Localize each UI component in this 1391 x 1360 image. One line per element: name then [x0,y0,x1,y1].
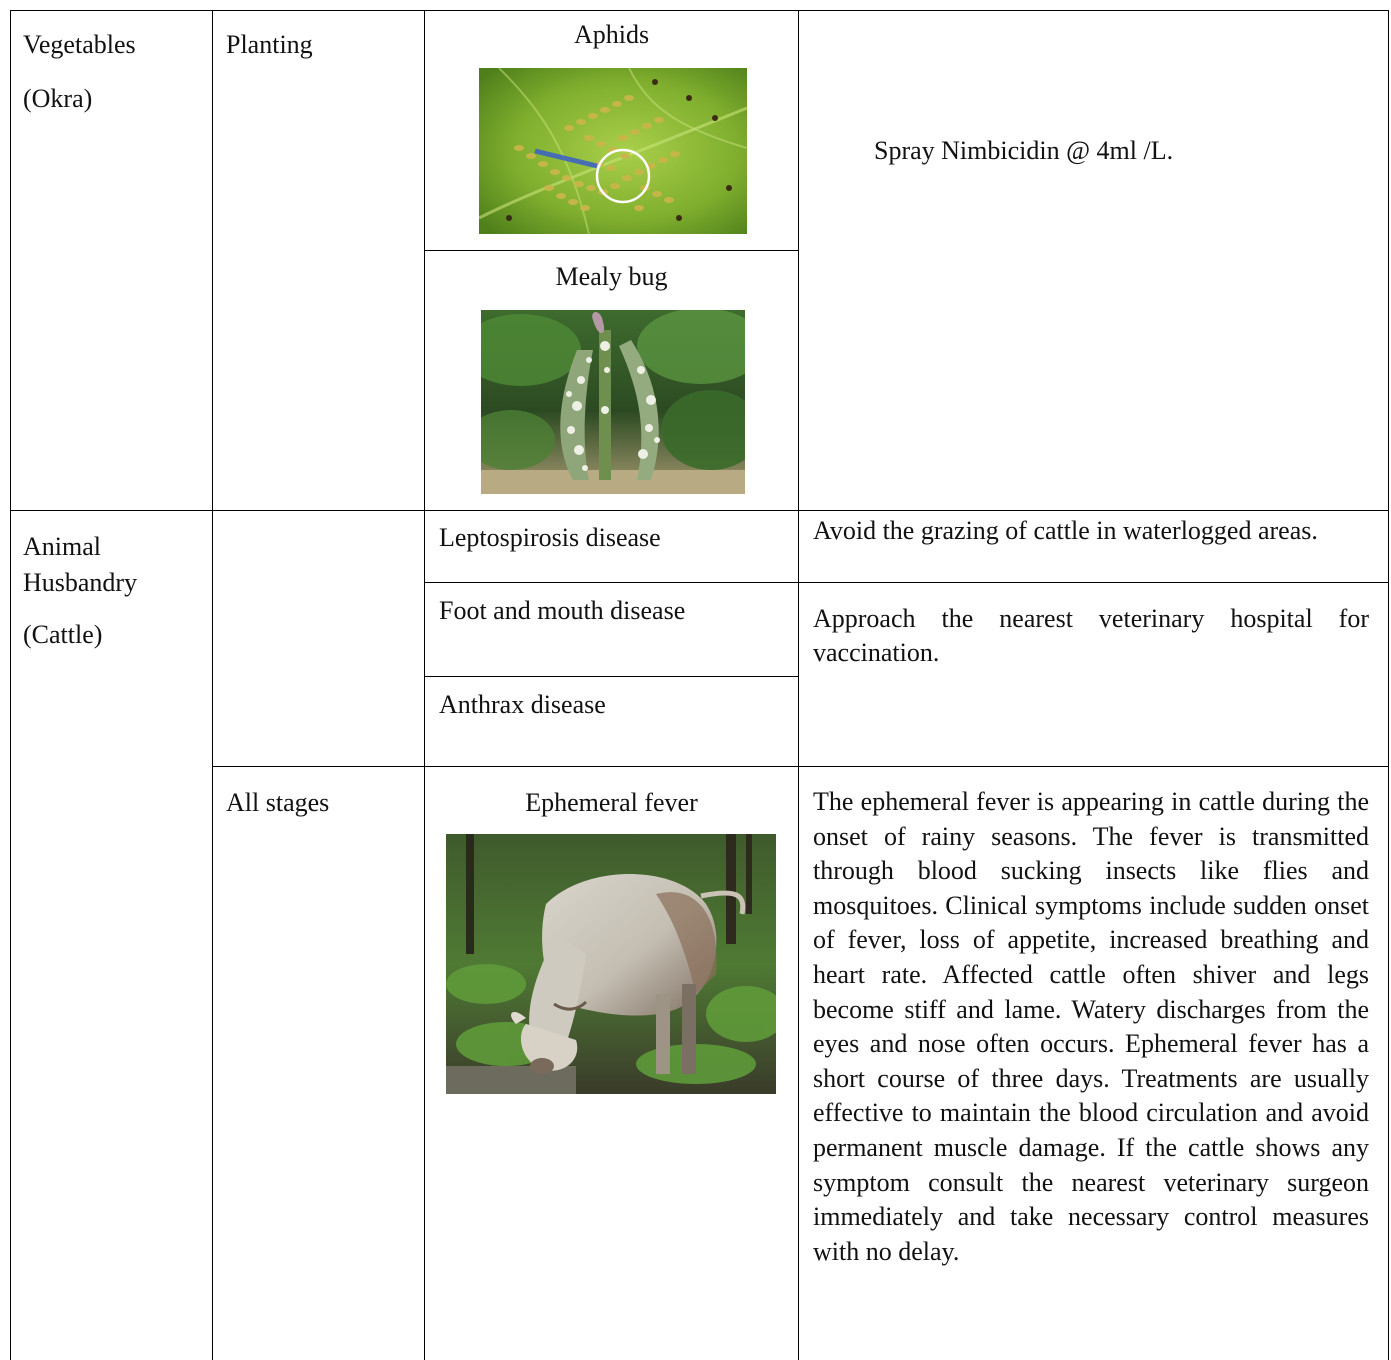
disease-divider-1 [424,582,1389,583]
table-top-border [10,10,1389,11]
crop-cattle-sub: (Cattle) [23,620,103,649]
mealy-bug-on-okra-photo [481,310,745,494]
disease-anthrax: Anthrax disease [439,690,606,719]
stage-all-stages: All stages [226,788,330,817]
crop-husbandry: Husbandry [23,568,138,597]
column-divider-1 [212,10,213,1360]
pest-cell-divider [424,250,799,251]
stage-planting: Planting [226,30,313,59]
column-divider-2 [424,10,425,1360]
advice-leptospirosis: Avoid the grazing of cattle in waterlogged areas. [813,516,1318,545]
table-right-border [1388,10,1389,1360]
disease-foot-and-mouth: Foot and mouth disease [439,596,686,625]
disease-divider-2 [424,676,799,677]
ephemeral-fever-advice: The ephemeral fever is appearing in cattle during the onset of rainy seasons. The fever is transmitted through blood sucking insects like flies and mosquitoes. Clinical symptoms include sudden onset of fever, loss of appetite, increased breathing and heart rate. Affected cattle often shiver and legs become stiff and lame. Watery discharges from the eyes and nose often occurs. Ephemeral fever has a short course of three days. Treatments are usually effective to maintain the blood circulation and avoid permanent muscle damage. If the cattle shows any symptom consult the nearest veterinary surgeon immediately and take necessary control measures with no delay. [813,787,1369,1266]
aphids-on-leaf-photo [479,68,747,234]
disease-leptospirosis: Leptospirosis disease [439,523,661,552]
advice-vaccination: Approach the nearest veterinary hospital for vaccination. [813,604,1369,667]
column-divider-3 [798,10,799,1360]
table-left-border [10,10,11,1360]
row-divider [10,510,1389,511]
pest-name-mealy-bug: Mealy bug [555,262,668,291]
crop-animal: Animal [23,532,101,561]
disease-ephemeral-fever: Ephemeral fever [525,788,698,817]
pest-name-aphids: Aphids [573,20,650,49]
cattle-with-ephemeral-fever-photo [446,834,776,1094]
crop-vegetables-sub: (Okra) [23,84,93,113]
advisory-nimbicidin: Spray Nimbicidin @ 4ml /L. [874,136,1174,165]
crop-vegetables: Vegetables [23,30,136,59]
stage-row-divider [212,766,1389,767]
